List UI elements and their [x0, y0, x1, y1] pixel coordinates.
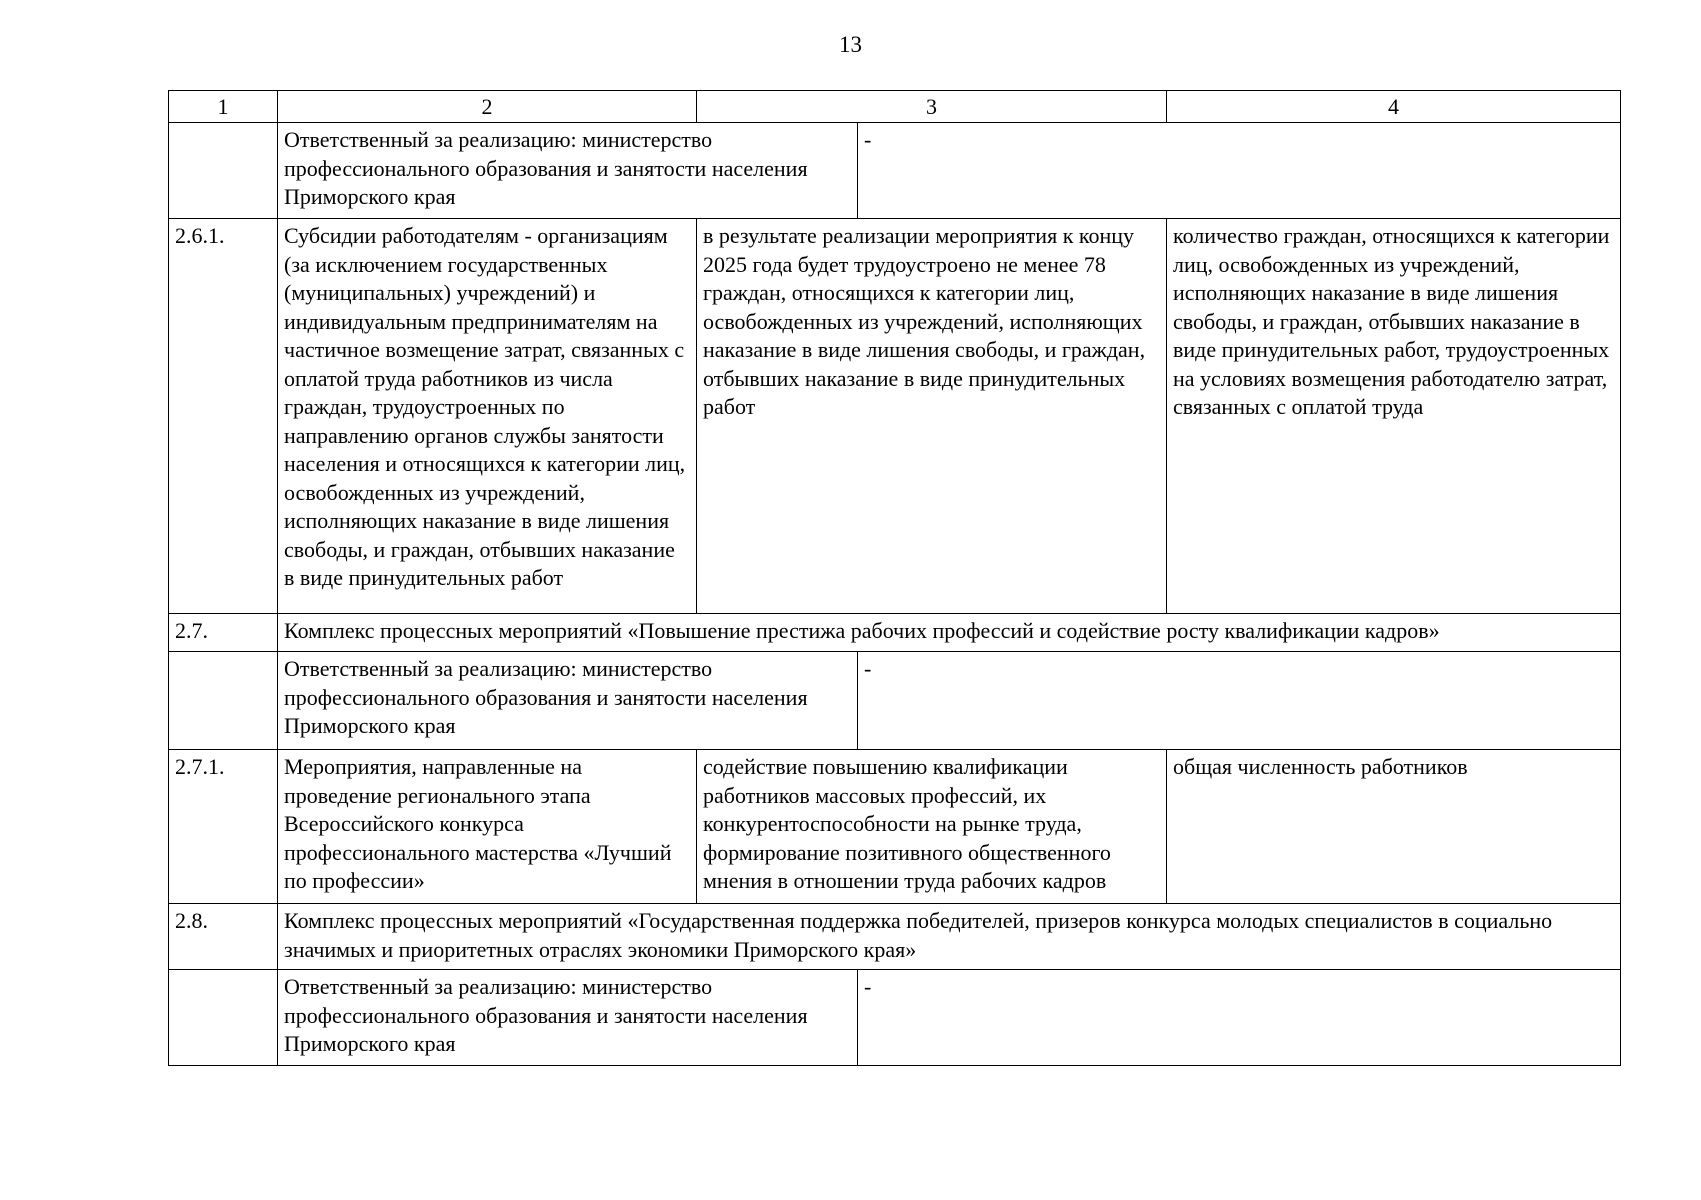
- responsible-dash: -: [858, 970, 1621, 1066]
- responsible-text: Ответственный за реализацию: министерство профессионального образования и занятости населения Приморского края: [278, 123, 858, 219]
- complex-title: Комплекс процессных мероприятий «Государственная поддержка победителей, призеров конкурса молодых специалистов в социально значимых и приоритетных отраслях экономики Приморского края»: [278, 904, 1621, 970]
- column-header-4: 4: [1167, 91, 1621, 123]
- page-number: 13: [839, 32, 862, 57]
- row-number-cell: [169, 970, 278, 1066]
- responsible-row: [169, 123, 1621, 219]
- column-header-2: 2: [278, 91, 697, 123]
- activity-indicator: общая численность работников: [1167, 750, 1621, 904]
- responsible-row: [169, 652, 1621, 750]
- complex-number: 2.8.: [169, 904, 278, 970]
- activity-number: 2.7.1.: [169, 750, 278, 904]
- row-number-cell: [169, 652, 278, 750]
- column-header-3: 3: [697, 91, 1167, 123]
- row-number-cell: [169, 123, 278, 219]
- responsible-text: Ответственный за реализацию: министерство профессионального образования и занятости населения Приморского края: [278, 652, 858, 750]
- responsible-text: Ответственный за реализацию: министерство профессионального образования и занятости населения Приморского края: [278, 970, 858, 1066]
- activity-row: [169, 750, 1621, 904]
- complex-row: [169, 614, 1621, 652]
- responsible-dash: -: [858, 123, 1621, 219]
- complex-title: Комплекс процессных мероприятий «Повышение престижа рабочих профессий и содействие росту квалификации кадров»: [278, 614, 1621, 652]
- program-activities-table: [168, 90, 1621, 1066]
- activity-number: 2.6.1.: [169, 219, 278, 614]
- responsible-row: [169, 970, 1621, 1066]
- activity-name: Субсидии работодателям - организациям (за исключением государственных (муниципальных) учреждений) и индивидуальным предпринимателям на частичное возмещение затрат, связанных с оплатой труда работников из числа граждан, трудоустроенных по направлению органов службы занятости населения и относящихся к категории лиц, освобожденных из учреждений, исполняющих наказание в виде лишения свободы, и граждан, отбывших наказание в виде принудительных работ: [278, 219, 697, 614]
- activity-name: Мероприятия, направленные на проведение регионального этапа Всероссийского конкурса профессионального мастерства «Лучший по профессии»: [278, 750, 697, 904]
- activity-row: [169, 219, 1621, 614]
- column-header-1: 1: [169, 91, 278, 123]
- activity-result: в результате реализации мероприятия к концу 2025 года будет трудоустроено не менее 78 граждан, относящихся к категории лиц, освобожденных из учреждений, исполняющих наказание в виде лишения свободы, и граждан, отбывших наказание в виде принудительных работ: [697, 219, 1167, 614]
- complex-number: 2.7.: [169, 614, 278, 652]
- complex-row: [169, 904, 1621, 970]
- activity-result: содействие повышению квалификации работников массовых профессий, их конкурентоспособности на рынке труда, формирование позитивного общественного мнения в отношении труда рабочих кадров: [697, 750, 1167, 904]
- responsible-dash: -: [858, 652, 1621, 750]
- activity-indicator: количество граждан, относящихся к категории лиц, освобожденных из учреждений, исполняющих наказание в виде лишения свободы, и граждан, отбывших наказание в виде принудительных работ, трудоустроенных на условиях возмещения работодателю затрат, связанных с оплатой труда: [1167, 219, 1621, 614]
- table-header-row: [169, 91, 1621, 123]
